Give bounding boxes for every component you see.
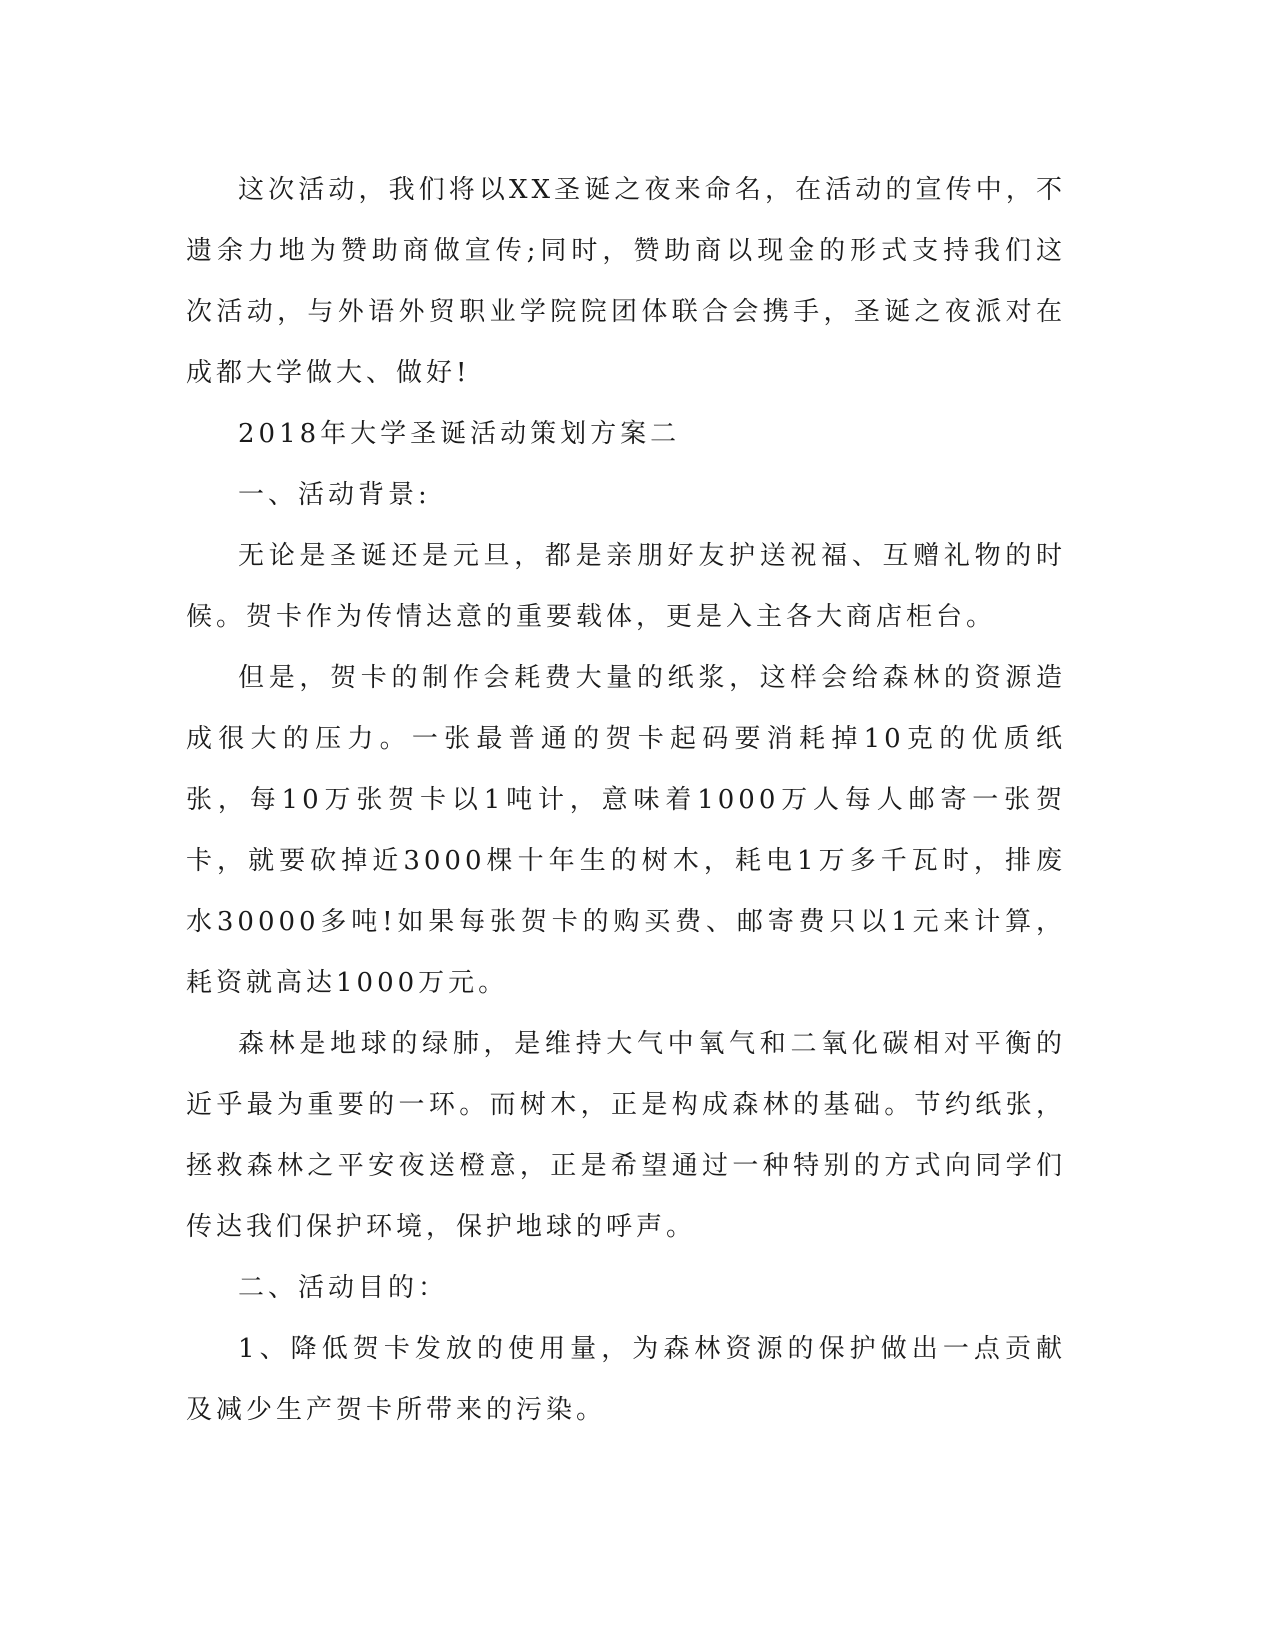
paragraph-greeting-cards: 无论是圣诞还是元旦，都是亲朋好友护送祝福、互赠礼物的时候。贺卡作为传情达意的重要载体，更是入主各大商店柜台。: [186, 541, 1066, 632]
paragraph-sponsor-naming: 这次活动，我们将以XX圣诞之夜来命名，在活动的宣传中，不遗余力地为赞助商做宣传;同时，赞助商以现金的形式支持我们这次活动，与外语外贸职业学院院团体联合会携手，圣诞之夜派对在成都大学做大、做好!: [186, 175, 1066, 388]
paragraph-forest-importance: 森林是地球的绿肺，是维持大气中氧气和二氧化碳相对平衡的近乎最为重要的一环。而树木，正是构成森林的基础。节约纸张，拯救森林之平安夜送橙意，正是希望通过一种特别的方式向同学们传达我们保护环境，保护地球的呼声。: [186, 1029, 1066, 1242]
document-body: [186, 160, 1066, 1441]
paragraph-paper-consumption: 但是，贺卡的制作会耗费大量的纸浆，这样会给森林的资源造成很大的压力。一张最普通的贺卡起码要消耗掉10克的优质纸张，每10万张贺卡以1吨计，意味着1000万人每人邮寄一张贺卡，就要砍掉近3000棵十年生的树木，耗电1万多千瓦时，排废水30000多吨!如果每张贺卡的购买费、邮寄费只以1元来计算，耗资就高达1000万元。: [186, 663, 1066, 998]
section-heading-background: 一、活动背景:: [238, 480, 431, 510]
section-heading-purpose: 二、活动目的：: [238, 1273, 449, 1303]
plan-two-title: 2018年大学圣诞活动策划方案二: [238, 419, 681, 449]
paragraph-purpose-item-1: 1、降低贺卡发放的使用量，为森林资源的保护做出一点贡献及减少生产贺卡所带来的污染。: [186, 1334, 1066, 1425]
